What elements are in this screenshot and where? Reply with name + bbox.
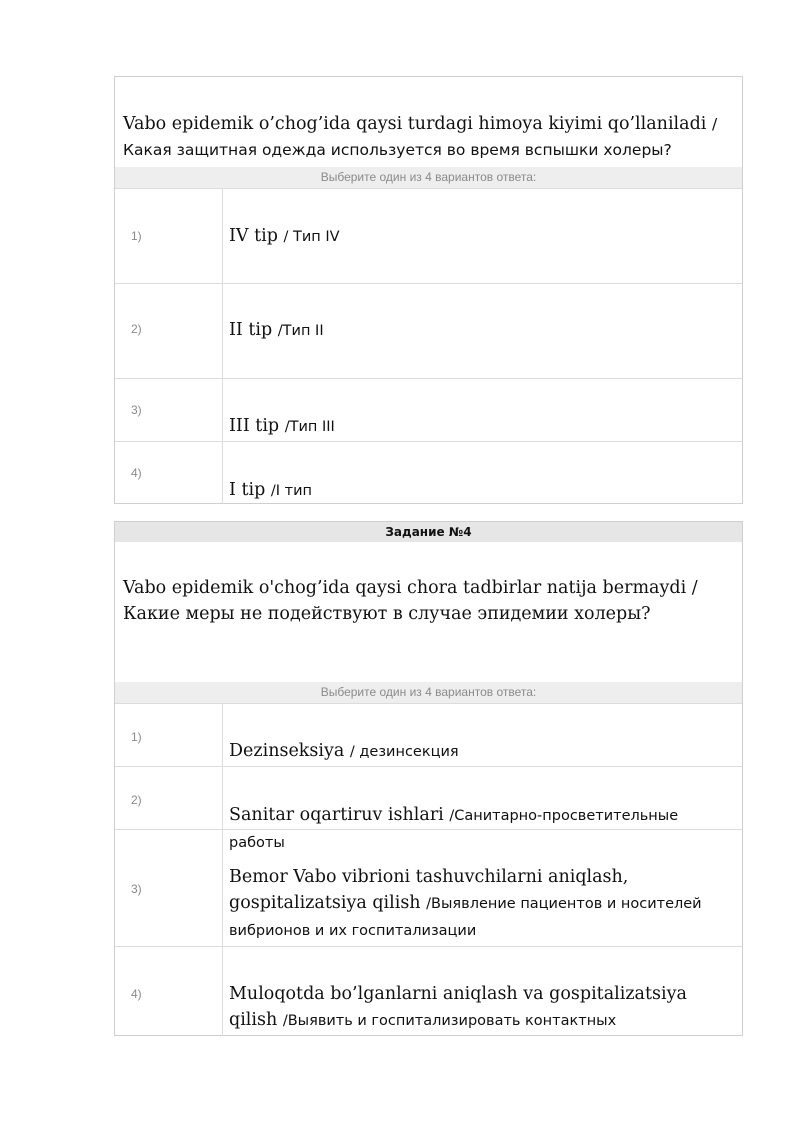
option-number: 3) (131, 403, 142, 417)
question-text-uz: Vabo epidemik o’chog’ida qaysi turdagi himoya kiyimi qo’llaniladi (123, 114, 712, 134)
option-number: 4) (131, 466, 142, 480)
answer-option-4[interactable] (115, 946, 742, 1036)
answer-instruction: Выберите один из 4 вариантов ответа: (115, 682, 742, 703)
option-text: Bemor Vabo vibrioni tashuvchilarni aniqlash, gospitalizatsiya qilish /Выявление пациентов и носителей вибрионов и их госпитализации (229, 867, 702, 939)
column-divider (222, 189, 223, 283)
answer-option-2[interactable] (115, 766, 742, 851)
option-number: 1) (131, 730, 142, 744)
column-divider (222, 830, 223, 946)
question-text (123, 111, 734, 163)
question-card-1 (114, 76, 743, 504)
option-text: Muloqotda bo’lganlarni aniqlash va gospitalizatsiya qilish /Выявить и госпитализировать контактных (229, 984, 687, 1030)
answer-instruction: Выберите один из 4 вариантов ответа: (115, 167, 742, 188)
question-text-uz: Vabo epidemik o'chog’ida qaysi chora tadbirlar natija bermaydi (123, 578, 692, 598)
column-divider (222, 947, 223, 1036)
column-divider (222, 284, 223, 378)
option-text: III tip /Тип III (229, 416, 335, 436)
task-title: Задание №4 (115, 522, 742, 542)
option-text: I tip /I тип (229, 480, 312, 500)
answer-option-1[interactable] (115, 703, 742, 766)
option-number: 2) (131, 322, 142, 336)
option-number: 1) (131, 229, 142, 243)
question-card-2 (114, 521, 743, 1036)
question-text-ru: /Какая защитная одежда используется во время вспышки холеры? (123, 115, 718, 159)
answer-option-3[interactable] (115, 378, 742, 441)
question-text-ru: /Какие меры не подействуют в случае эпидемии холеры? (123, 578, 698, 624)
answer-option-1[interactable] (115, 188, 742, 283)
column-divider (222, 704, 223, 766)
column-divider (222, 379, 223, 441)
option-number: 2) (131, 793, 142, 807)
answer-option-2[interactable] (115, 283, 742, 378)
column-divider (222, 767, 223, 829)
answer-option-4[interactable] (115, 441, 742, 504)
column-divider (222, 442, 223, 504)
option-text: Dezinseksiya / дезинсекция (229, 741, 459, 761)
option-text: Sanitar oqartiruv ishlari /Санитарно-просветительные работы (229, 805, 679, 851)
option-text: II tip /Тип II (229, 320, 324, 340)
question-text (123, 575, 734, 627)
option-text: IV tip / Тип IV (229, 226, 340, 246)
option-number: 3) (131, 882, 142, 896)
option-number: 4) (131, 987, 142, 1001)
answer-option-3[interactable] (115, 829, 742, 946)
